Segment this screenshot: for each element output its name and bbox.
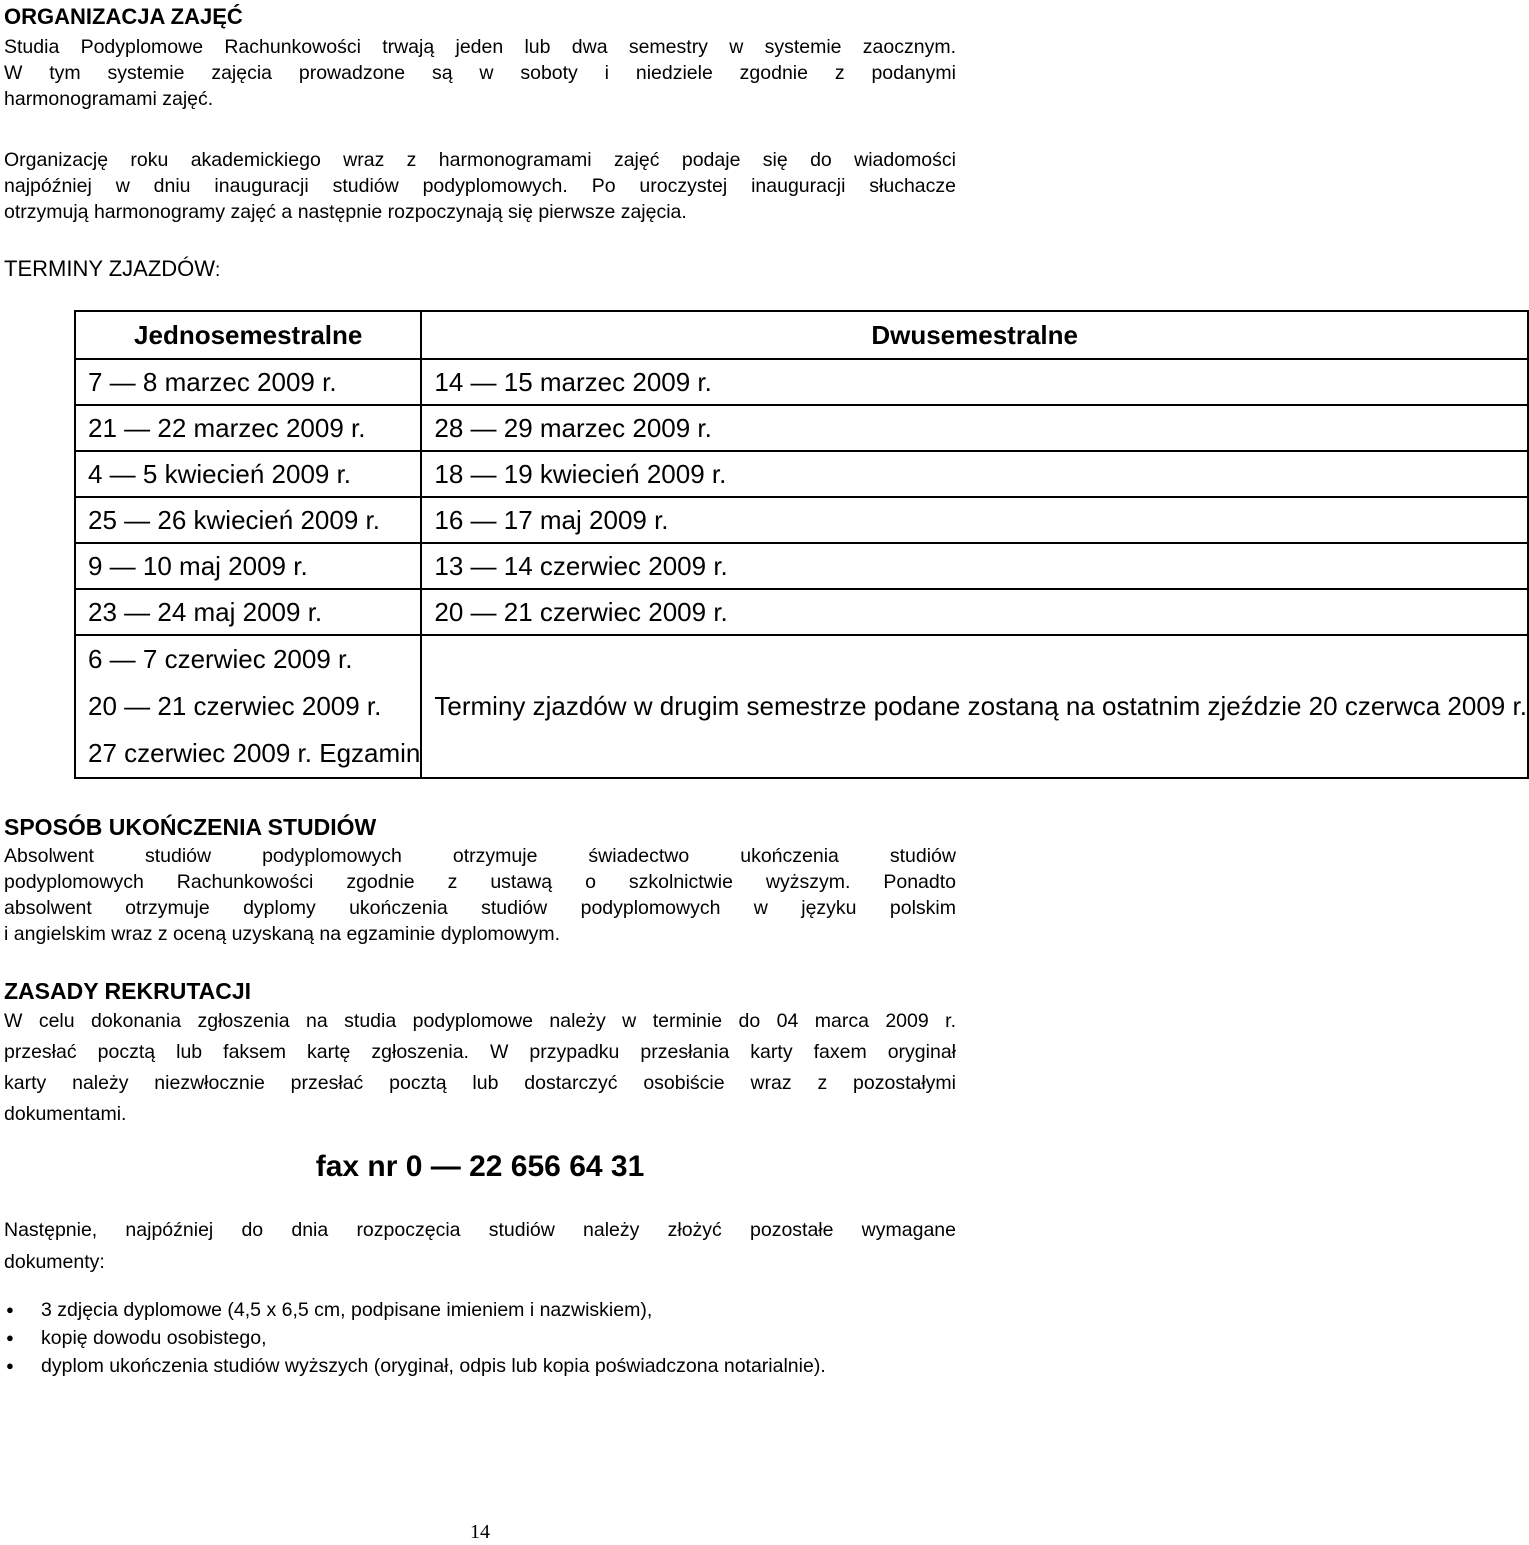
organization-paragraph-1 [4, 34, 956, 112]
documents-intro [4, 1214, 956, 1278]
table-cell: 9 — 10 maj 2009 r. [75, 543, 421, 589]
terms-heading-label: TERMINY ZJAZDÓW [4, 256, 216, 281]
paragraph-line: W tym systemie zajęcia prowadzone są w soboty i niedziele zgodnie z podanymi [4, 62, 956, 84]
recruitment-paragraph [4, 1006, 956, 1130]
required-documents-list [0, 1296, 956, 1380]
table-cell: 28 — 29 marzec 2009 r. [421, 405, 1528, 451]
organization-heading: ORGANIZACJA ZAJĘĆ [4, 4, 243, 29]
table-row [75, 359, 1528, 405]
table-cell: 4 — 5 kwiecień 2009 r. [75, 451, 421, 497]
terms-heading [4, 256, 220, 282]
table-row [75, 497, 1528, 543]
table-row [75, 543, 1528, 589]
table-cell: 13 — 14 czerwiec 2009 r. [421, 543, 1528, 589]
table-header-row [75, 311, 1528, 359]
paragraph-line: W celu dokonania zgłoszenia na studia podyplomowe należy w terminie do 04 marca 2009 r. [4, 1010, 956, 1032]
recruitment-heading: ZASADY REKRUTACJI [4, 978, 252, 1004]
paragraph-line: i angielskim wraz z oceną uzyskaną na egzaminie dyplomowym. [4, 923, 560, 945]
table-row [75, 451, 1528, 497]
schedule-table [74, 310, 1529, 779]
table-cell: 18 — 19 kwiecień 2009 r. [421, 451, 1528, 497]
table-cell: 21 — 22 marzec 2009 r. [75, 405, 421, 451]
table-cell: 23 — 24 maj 2009 r. [75, 589, 421, 635]
table-cell: 25 — 26 kwiecień 2009 r. [75, 497, 421, 543]
terms-heading-colon: : [215, 260, 221, 281]
page-number: 14 [470, 1521, 490, 1543]
list-item: ● kopię dowodu osobistego, [0, 1324, 956, 1352]
completion-heading: SPOSÓB UKOŃCZENIA STUDIÓW [4, 814, 377, 840]
list-item: ● 3 zdjęcia dyplomowe (4,5 x 6,5 cm, podpisane imieniem i nazwiskiem), [0, 1296, 956, 1324]
table-row [75, 589, 1528, 635]
organization-paragraph-2 [4, 147, 956, 225]
paragraph-line: Absolwent studiów podyplomowych otrzymuje świadectwo ukończenia studiów [4, 845, 956, 867]
table-cell: 16 — 17 maj 2009 r. [421, 497, 1528, 543]
paragraph-line: dokumentami. [4, 1103, 127, 1125]
schedule-date: 6 — 7 czerwiec 2009 r. [88, 644, 353, 674]
paragraph-line: przesłać pocztą lub faksem kartę zgłoszenia. W przypadku przesłania karty faxem oryginał [4, 1041, 956, 1063]
table-cell: 20 — 21 czerwiec 2009 r. [421, 589, 1528, 635]
table-cell-stacked [75, 635, 421, 778]
schedule-date-exam: 27 czerwiec 2009 r. Egzamin [88, 738, 421, 768]
paragraph-line: karty należy niezwłocznie przesłać pocztą lub dostarczyć osobiście wraz z pozostałymi [4, 1072, 956, 1094]
table-row [75, 405, 1528, 451]
paragraph-line: Organizację roku akademickiego wraz z harmonogramami zajęć podaje się do wiadomości [4, 149, 956, 171]
list-item: ● dyplom ukończenia studiów wyższych (oryginał, odpis lub kopia poświadczona notarialnie). [0, 1352, 956, 1380]
fax-number: fax nr 0 — 22 656 64 31 [315, 1150, 645, 1183]
paragraph-line: otrzymują harmonogramy zajęć a następnie rozpoczynają się pierwsze zajęcia. [4, 201, 687, 223]
column-header-one-semester: Jednosemestralne [75, 311, 421, 359]
table-cell: 14 — 15 marzec 2009 r. [421, 359, 1528, 405]
completion-paragraph [4, 843, 956, 947]
table-cell: 7 — 8 marzec 2009 r. [75, 359, 421, 405]
paragraph-line: harmonogramami zajęć. [4, 88, 214, 110]
paragraph-line: podyplomowych Rachunkowości zgodnie z ustawą o szkolnictwie wyższym. Ponadto [4, 871, 956, 893]
column-header-two-semester: Dwusemestralne [421, 311, 1528, 359]
paragraph-line: najpóźniej w dniu inauguracji studiów podyplomowych. Po uroczystej inauguracji słuchacze [4, 175, 956, 197]
schedule-date: 20 — 21 czerwiec 2009 r. [88, 691, 382, 721]
paragraph-line: Następnie, najpóźniej do dnia rozpoczęcia studiów należy złożyć pozostałe wymagane [4, 1219, 956, 1241]
paragraph-line: absolwent otrzymuje dyplomy ukończenia studiów podyplomowych w języku polskim [4, 897, 956, 919]
paragraph-line: Studia Podyplomowe Rachunkowości trwają jeden lub dwa semestry w systemie zaocznym. [4, 36, 956, 58]
paragraph-line: dokumenty: [4, 1251, 105, 1273]
table-row-final [75, 635, 1528, 778]
second-semester-note: Terminy zjazdów w drugim semestrze podane zostaną na ostatnim zjeździe 20 czerwca 2009 r. [421, 635, 1528, 778]
